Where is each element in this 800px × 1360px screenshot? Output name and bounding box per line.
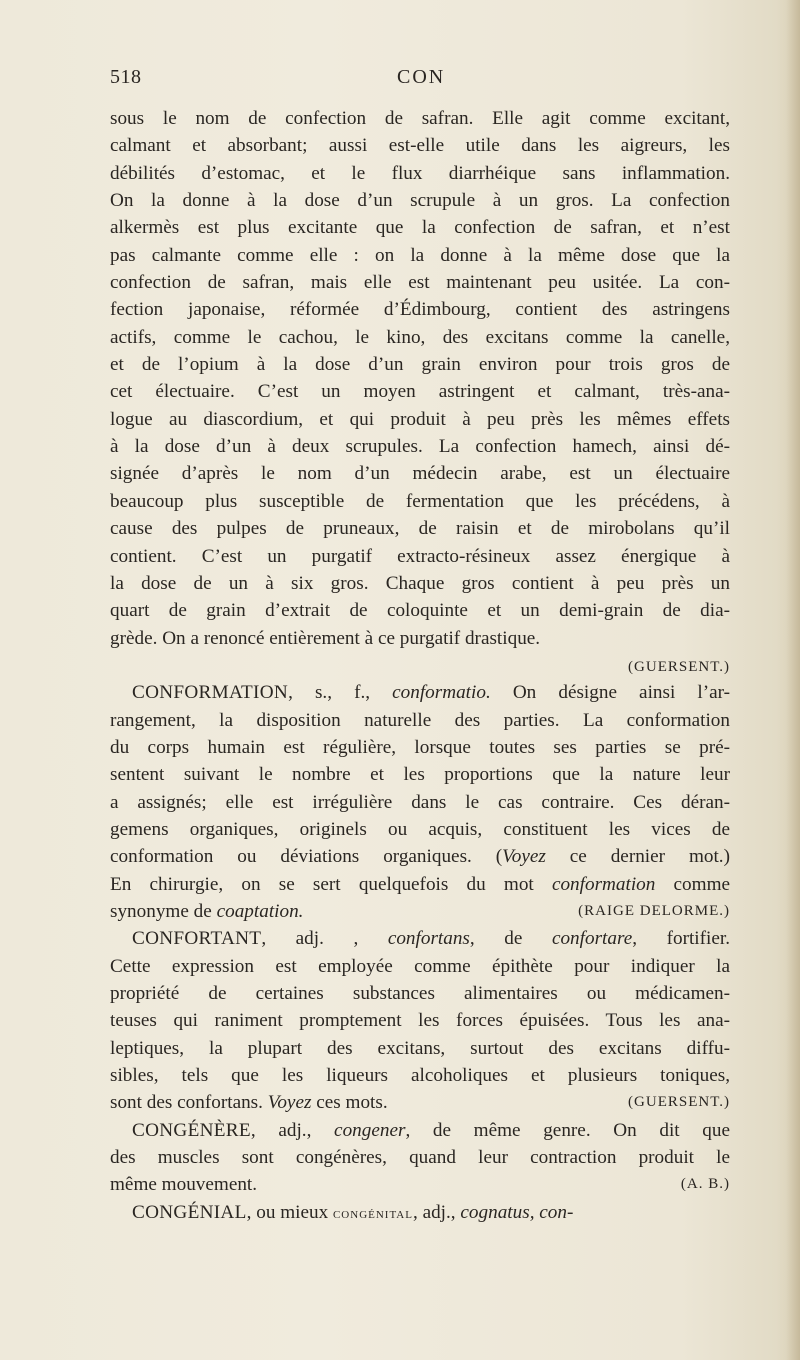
- signature-guersent: (GUERSENT.): [628, 658, 730, 675]
- text-line: des muscles sont congénères, quand leur contraction produit le: [110, 1147, 730, 1169]
- latin-term: conformatio.: [392, 682, 491, 704]
- page-edge-shadow: [786, 0, 800, 1360]
- signature-raige-delorme: (RAIGE DELORME.): [578, 902, 730, 919]
- text-line: teuses qui raniment promptement les forces épuisées. Tous les ana-: [110, 1010, 730, 1032]
- text-line: à la dose d’un à deux scrupules. La confection hamech, ainsi dé-: [110, 436, 730, 458]
- text-span: En chirurgie, on se sert quelquefois du mot: [110, 873, 552, 895]
- text-line: quart de grain d’extrait de coloquinte et un demi-grain de dia-: [110, 600, 730, 622]
- running-head: CON: [397, 66, 446, 88]
- text-line: [110, 871, 730, 898]
- text-line: calmant et absorbant; aussi est-elle utile dans les aigreurs, les: [110, 135, 730, 157]
- text-line: rangement, la disposition naturelle des parties. La conformation: [110, 709, 730, 731]
- text-line: cet électuaire. C’est un moyen astringent et calmant, très-ana-: [110, 381, 730, 403]
- text-line: actifs, comme le cachou, le kino, des excitans comme la canelle,: [110, 326, 730, 348]
- headword-conformation: CONFORMATION: [132, 682, 289, 704]
- text-line: propriété de certaines substances alimentaires ou médicamen-: [110, 983, 730, 1004]
- italic-term: conformation: [551, 873, 656, 895]
- definition-text: , de même genre. On dit que: [405, 1119, 730, 1141]
- headword-confortant: CONFORTANT: [132, 928, 262, 950]
- text-span: comme: [655, 873, 731, 895]
- text-line: gemens organiques, originels ou acquis, constituent les vices de: [110, 818, 730, 840]
- text-line: et de l’opium à la dose d’un grain environ pour trois gros de: [110, 354, 730, 376]
- latin-term: confortans: [387, 928, 470, 950]
- author-signature: [110, 652, 730, 679]
- text-span: ce dernier mot.): [545, 846, 730, 868]
- text-line: confection de safran, mais elle est maintenant peu usitée. La con-: [110, 272, 730, 294]
- text-line: sous le nom de confection de safran. Elle agit comme excitant,: [110, 108, 730, 129]
- latin-term: congener: [334, 1119, 406, 1141]
- entry-congenere: [110, 1117, 730, 1144]
- page-header: [110, 66, 730, 96]
- page-number: 518: [110, 66, 142, 88]
- signature-guersent: (GUERSENT.): [628, 1094, 730, 1111]
- small-caps-term: congénital: [332, 1205, 413, 1222]
- body-text: [110, 105, 730, 1226]
- text-line: signée d’après le nom d’un médecin arabe, est un électuaire: [110, 463, 730, 485]
- grammar-label: , adj. ,: [261, 928, 388, 950]
- text-span: sont des confortans.: [110, 1092, 268, 1114]
- cross-reference: Voyez: [267, 1092, 312, 1114]
- signature-ab: (A. B.): [680, 1176, 730, 1193]
- text-line: pas calmante comme elle : on la donne à la même dose que la: [110, 244, 730, 266]
- text-line: logue au diascordium, et qui produit à peu près les mêmes effets: [110, 408, 730, 430]
- entry-confortant: [110, 925, 730, 952]
- text-line: fection japonaise, réformée d’Édimbourg, contient des astringens: [110, 299, 730, 321]
- text-line: On la donne à la dose d’un scrupule à un gros. La confection: [110, 190, 730, 212]
- text-line: a assignés; elle est irrégulière dans le cas contraire. Ces déran-: [110, 791, 730, 813]
- text-line: [110, 1171, 730, 1198]
- text-span: ces mots.: [311, 1092, 388, 1114]
- text-line: cause des pulpes de pruneaux, de raisin et de mirobolans qu’il: [110, 518, 730, 540]
- cross-reference: Voyez: [502, 846, 546, 868]
- text-line: [110, 898, 730, 925]
- text-line: leptiques, la plupart des excitans, surtout des excitans diffu-: [110, 1037, 730, 1059]
- text-line: sentent suivant le nombre et les proportions que la nature leur: [110, 764, 730, 786]
- text-line: beaucoup plus susceptible de fermentation que les précédens, à: [110, 490, 730, 512]
- italic-term: coaptation.: [216, 900, 304, 922]
- entry-conformation: [110, 679, 730, 706]
- text-line: débilités d’estomac, et le flux diarrhéique sans inflammation.: [110, 162, 730, 184]
- text-span: , de: [469, 928, 552, 950]
- text-line: la dose de un à six gros. Chaque gros contient à peu près un: [110, 572, 730, 594]
- headword-congenial: CONGÉNIAL: [132, 1201, 247, 1223]
- grammar-label: , adj.,: [250, 1119, 335, 1141]
- text-span: conformation ou déviations organiques. (: [110, 846, 503, 868]
- entry-congenial: [110, 1199, 730, 1226]
- definition-text: On désigne ainsi l’ar-: [490, 682, 730, 704]
- text-line: Cette expression est employée comme épithète pour indiquer la: [110, 955, 730, 977]
- text-span: même mouvement.: [110, 1174, 258, 1196]
- latin-term: cognatus, con-: [460, 1201, 574, 1223]
- text-line: [110, 1089, 730, 1116]
- text-span: synonyme de: [110, 900, 217, 922]
- definition-text: , fortifier.: [632, 928, 730, 950]
- text-line: sibles, tels que les liqueurs alcoholiques et plusieurs toniques,: [110, 1065, 730, 1087]
- grammar-label: , s., f.,: [288, 682, 393, 704]
- text-line: du corps humain est régulière, lorsque toutes ses parties se pré-: [110, 736, 730, 758]
- latin-term: confortare: [551, 928, 633, 950]
- text-span: , ou mieux: [246, 1201, 333, 1223]
- text-span: , adj.,: [412, 1201, 461, 1223]
- text-line: [110, 843, 730, 870]
- text-line: grède. On a renoncé entièrement à ce purgatif drastique.: [110, 627, 541, 649]
- headword-congenere: CONGÉNÈRE: [132, 1119, 251, 1141]
- text-line: contient. C’est un purgatif extracto-résineux assez énergique à: [110, 545, 730, 567]
- text-line: alkermès est plus excitante que la confection de safran, et n’est: [110, 217, 730, 239]
